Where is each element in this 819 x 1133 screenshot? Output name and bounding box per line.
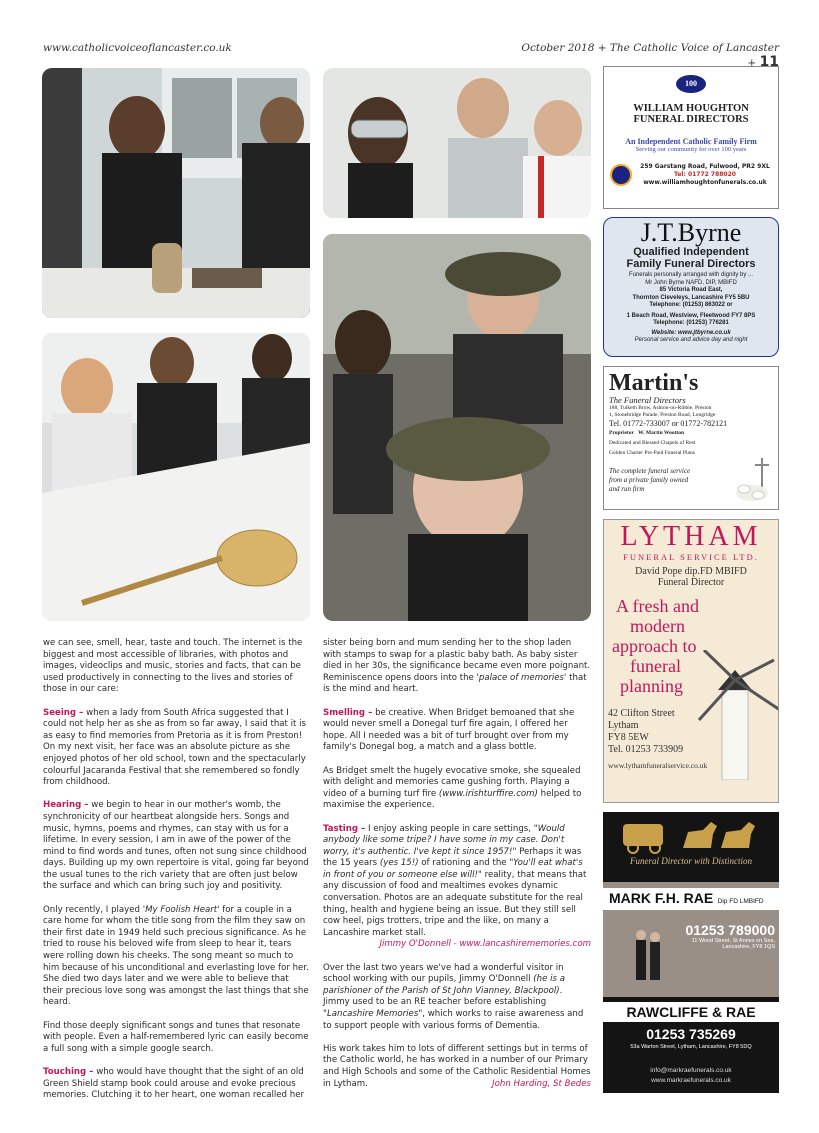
byrne-l9: Telephone: (01253) 776281 bbox=[653, 320, 729, 326]
rae-a2: Lancashire, FY8 1QS bbox=[722, 944, 775, 950]
rae-phone1: 01253 789000 bbox=[685, 922, 775, 938]
lytham-role: Funeral Director bbox=[657, 577, 725, 588]
photo-goggles bbox=[323, 68, 591, 218]
martins-name: Martin's bbox=[609, 370, 699, 396]
article-column-2 bbox=[323, 638, 591, 1102]
visitor-q: "Lancashire Memories" bbox=[323, 1009, 423, 1019]
ad-mark-rae[interactable] bbox=[603, 812, 779, 1093]
lytham-person: David Pope dip.FD MBIFD bbox=[635, 566, 747, 577]
rae-a3: 53a Warton Street, Lytham, Lancashire, FY8 5DQ bbox=[630, 1044, 752, 1050]
houghton-name1: WILLIAM HOUGHTON bbox=[633, 103, 749, 114]
ad-william-houghton[interactable] bbox=[603, 66, 779, 209]
ad-martins[interactable] bbox=[603, 366, 779, 510]
cross-lilies-icon bbox=[734, 453, 774, 503]
rae-email[interactable]: info@markraefunerals.co.uk bbox=[650, 1067, 732, 1074]
rae-web[interactable]: www.markraefunerals.co.uk bbox=[651, 1077, 731, 1084]
byrne-l10[interactable]: Website: www.jtbyrne.co.uk bbox=[651, 329, 731, 336]
para-bridget bbox=[323, 766, 591, 812]
byrne-l1: Qualified Independent bbox=[633, 246, 749, 258]
sister-text-b: that is the mind and heart. bbox=[323, 672, 587, 695]
para-touching bbox=[43, 1067, 311, 1102]
para-visitor bbox=[323, 963, 591, 1033]
sister-text-a: sister being born and mum sending her to the shop laden with stamps to swap for a plastic baby bath. As baby sister died in her 30s, the significance became even more poignant. Reminiscence opens doors into the bbox=[323, 638, 591, 683]
lytham-web[interactable]: www.lythamfuneralservice.co.uk bbox=[608, 761, 708, 770]
tasting-q2: "You'll eat what's in front of you or someone else will!" bbox=[323, 858, 583, 880]
lytham-h1: A fresh and bbox=[616, 596, 699, 616]
keyword-tasting: Tasting – bbox=[323, 823, 366, 834]
para-foolish-heart bbox=[43, 905, 311, 1009]
byrne-l2: Family Funeral Directors bbox=[626, 258, 756, 270]
rae-a1: 11 Wood Street, St Annes on Sea, bbox=[691, 938, 775, 944]
byrne-l6: Thornton Cleveleys, Lancashire FY5 5BU bbox=[632, 294, 750, 301]
lytham-tel: Tel. 01253 733909 bbox=[608, 744, 684, 755]
martins-tag2: from a private family owned bbox=[609, 476, 689, 484]
para-find: Find those deeply significant songs and tunes that resonate with people. Even a half-remembered lyric can easily become a full song with a simple google search. bbox=[43, 1020, 309, 1054]
martins-a2: 1, Stonebridge Parade, Preston Road, Longridge bbox=[609, 412, 716, 418]
para-smelling bbox=[323, 708, 591, 754]
rae-phone2: 01253 735269 bbox=[646, 1026, 736, 1042]
bridget-text-b: helped to maximise the experience. bbox=[323, 788, 582, 811]
para-work bbox=[323, 1044, 591, 1090]
byrne-l5: 85 Victoria Road East, bbox=[659, 287, 723, 293]
staff-figures bbox=[633, 927, 663, 987]
rae-name2: RAWCLIFFE & RAE bbox=[603, 1002, 779, 1022]
keyword-smelling: Smelling – bbox=[323, 707, 373, 718]
photo-students-string bbox=[42, 333, 310, 621]
rae-name-bar bbox=[603, 888, 779, 910]
lytham-a1: 42 Clifton Street bbox=[608, 708, 675, 719]
keyword-seeing: Seeing – bbox=[43, 707, 84, 718]
keyword-hearing: Hearing – bbox=[43, 800, 89, 811]
tasting-b: " Perhaps it was the 15 years bbox=[323, 846, 582, 869]
visitor-c: , which works to raise awareness and to support people with various forms of Dementia. bbox=[323, 1009, 584, 1031]
work-text: His work takes him to lots of different settings but in terms of the Catholic world, he has worked in a number of our Primary and High Schools and some of the Catholic Residential Homes in Lytham. bbox=[323, 1043, 591, 1089]
lytham-a3: FY8 5EW bbox=[608, 732, 649, 743]
martins-c1: Dedicated and Blessed Chapels of Rest bbox=[609, 440, 696, 446]
rae-name: MARK F.H. RAE bbox=[609, 890, 714, 906]
credit-john: John Harding, St Bedes bbox=[492, 1078, 591, 1089]
martins-sub: The Funeral Directors bbox=[609, 395, 686, 405]
foolish-text-a: Only recently, I played bbox=[43, 904, 143, 915]
sister-em: 'palace of memories' bbox=[476, 672, 567, 683]
para-seeing bbox=[43, 708, 311, 789]
rae-quals: Dip FD LMBIFD bbox=[717, 898, 764, 905]
horse-carriage-icon bbox=[613, 818, 769, 854]
martins-tel: Tel. 01772-733007 or 01772-782121 bbox=[609, 419, 728, 428]
badge-100-icon: 100 bbox=[676, 75, 706, 93]
turf-fire-link[interactable]: (www.irishturffire.com) bbox=[438, 788, 538, 799]
tasting-a: I enjoy asking people in care settings, " bbox=[365, 823, 538, 834]
lytham-h2: modern bbox=[630, 616, 685, 636]
byrne-l11: Personal service and advice day and night bbox=[634, 337, 748, 343]
byrne-l4: Mr John Byrne NAFD, DIP, MBIFD bbox=[645, 279, 737, 286]
houghton-addr: 259 Garstang Road, Fulwood, PR2 9XL bbox=[640, 163, 770, 170]
crest-icon bbox=[610, 164, 632, 186]
visitor-em: (he is a parishioner of the Parish of St John Vianney, Blackpool) bbox=[323, 974, 565, 996]
visitor-b: . Jimmy used to be an RE teacher before establishing bbox=[323, 985, 563, 1008]
para-intro: we can see, smell, hear, taste and touch. The internet is the biggest and most accessible of libraries, with photos and images, videoclips and music, stories and facts, that can be used productively in connecting to the lives and stories of those in our care: bbox=[43, 638, 303, 695]
martins-a1: 188, Tulketh Brow, Ashton-on-Ribble, Preston bbox=[609, 405, 712, 411]
byrne-l3: Funerals personally arranged with dignity by ... bbox=[628, 272, 754, 278]
houghton-web[interactable]: www.williamhoughtonfunerals.co.uk bbox=[643, 179, 767, 186]
photo-helmets bbox=[323, 234, 591, 621]
para-tasting bbox=[323, 824, 591, 952]
smelling-text: be creative. When Bridget bemoaned that she would never smell a Donegal turf fire again, I offered her hope. All I needed was a bit of turf brought over from my family's Donegal bog, a match and a glass bottle. bbox=[323, 707, 575, 753]
touching-text: who would have thought that the sight of an old Green Shield stamp book could arouse and evoke precious memories. Clutching it to her heart, one woman recalled her bbox=[43, 1066, 305, 1101]
tasting-q1: Would anybody like some tripe? I have some in my case. Don't worry, it's authentic. I've kept it since 1957! bbox=[323, 823, 565, 857]
keyword-touching: Touching – bbox=[43, 1066, 94, 1077]
tasting-c: of rationing and the bbox=[418, 858, 510, 869]
header-issue-text: October 2018 + The Catholic Voice of Lancaster + bbox=[521, 42, 779, 69]
martins-tag1: The complete funeral service bbox=[609, 467, 691, 475]
martins-prop-name: W. Martin Wootton bbox=[638, 430, 685, 436]
foolish-title: 'My Foolish Heart' bbox=[142, 904, 220, 915]
byrne-name: J.T.Byrne bbox=[640, 218, 742, 247]
martins-prop bbox=[609, 429, 773, 437]
page-number: 11 bbox=[759, 54, 779, 70]
foolish-text-b: for a couple in a care home for whom the title song from the film they saw on their first date in 1949 held such precious significance. As he tried to rouse his beloved wife from sleep to hear it, tears were rolling down his cheeks. The song meant so much to him because of his unconditional and everlasting love for her. She died two days later and we were able to believe that their precious love song was amongst the last things that she heard. bbox=[43, 904, 309, 1008]
lytham-title: LYTHAM bbox=[620, 521, 762, 552]
houghton-tagline: An Independent Catholic Family Firm bbox=[625, 137, 757, 146]
houghton-name2: FUNERAL DIRECTORS bbox=[633, 114, 749, 125]
houghton-sub: Serving our community for over 100 years bbox=[635, 146, 747, 153]
lytham-h5: planning bbox=[620, 676, 683, 696]
lytham-a2: Lytham bbox=[608, 720, 639, 731]
credit-jimmy: Jimmy O'Donnell - www.lancashirememories.com bbox=[379, 939, 591, 950]
lytham-h3: approach to bbox=[612, 636, 697, 656]
byrne-l7: Telephone: (01253) 863022 or bbox=[649, 302, 733, 308]
hearing-text: we begin to hear in our mother's womb, the synchronicity of our heartbeat alongside hers. Songs and music, hymns, poems and rhymes, can stay with us for a lifetime. In every session, I am in awe of the power of the mind to find words and tunes, often not sung since childhood days. Building up my own repertoire is vital, going far beyond the usual tunes to the rich variety that are often just below the surface and which can bring such joy and positivity. bbox=[43, 800, 309, 892]
houghton-tel: Tel: 01772 788020 bbox=[674, 171, 736, 178]
lytham-h4: funeral bbox=[630, 656, 681, 676]
byrne-l8: 1 Beach Road, Westview, Fleetwood FY7 8PS bbox=[626, 312, 756, 319]
photo-students-stamp-book bbox=[42, 68, 310, 318]
bridget-text-a: As Bridget smelt the hugely evocative smoke, she squealed with delight and memories came gushing forth. Playing a video of a burning turf fire bbox=[323, 765, 581, 799]
article-column-1 bbox=[43, 638, 311, 1113]
rae-script: Funeral Director with Distinction bbox=[630, 856, 752, 866]
seeing-text: when a lady from South Africa suggested that I could not help her as she as from so far away, I said that it is as easy to find memories from Pretoria as it is from Preston! On my next visit, her face was an absolute picture as she enjoyed photos of her old school, town and the spectacularly colourful Jacaranda Festival that she remembered so fondly from childhood. bbox=[43, 707, 306, 788]
header-url: www.catholicvoiceoflancaster.co.uk bbox=[43, 42, 232, 54]
para-hearing bbox=[43, 800, 311, 893]
martins-prop-label: Proprietor bbox=[609, 430, 634, 436]
houghton-contact bbox=[604, 163, 778, 187]
lytham-sub: FUNERAL SERVICE LTD. bbox=[623, 552, 759, 562]
tasting-em: (yes 15!) bbox=[379, 858, 419, 869]
ad-lytham[interactable] bbox=[603, 519, 779, 803]
visitor-a: Over the last two years we've had a wonderful visitor in school working with our pupils, Jimmy O'Donnell bbox=[323, 962, 564, 985]
tasting-d: reality, that means that any discussion of food and mealtimes evokes dynamic conversation. Photos are an adequate substitute for the real thing, health and hygiene being an issue. But they still sell cow heel, pigs trotters, tripe and the like, on many a Lancashire market stall. bbox=[323, 869, 587, 938]
ad-jt-byrne[interactable] bbox=[603, 217, 779, 357]
martins-c2: Golden Charter Pre-Paid Funeral Plans bbox=[609, 450, 695, 456]
para-sister bbox=[323, 638, 591, 696]
martins-tag3: and run firm bbox=[609, 485, 645, 493]
